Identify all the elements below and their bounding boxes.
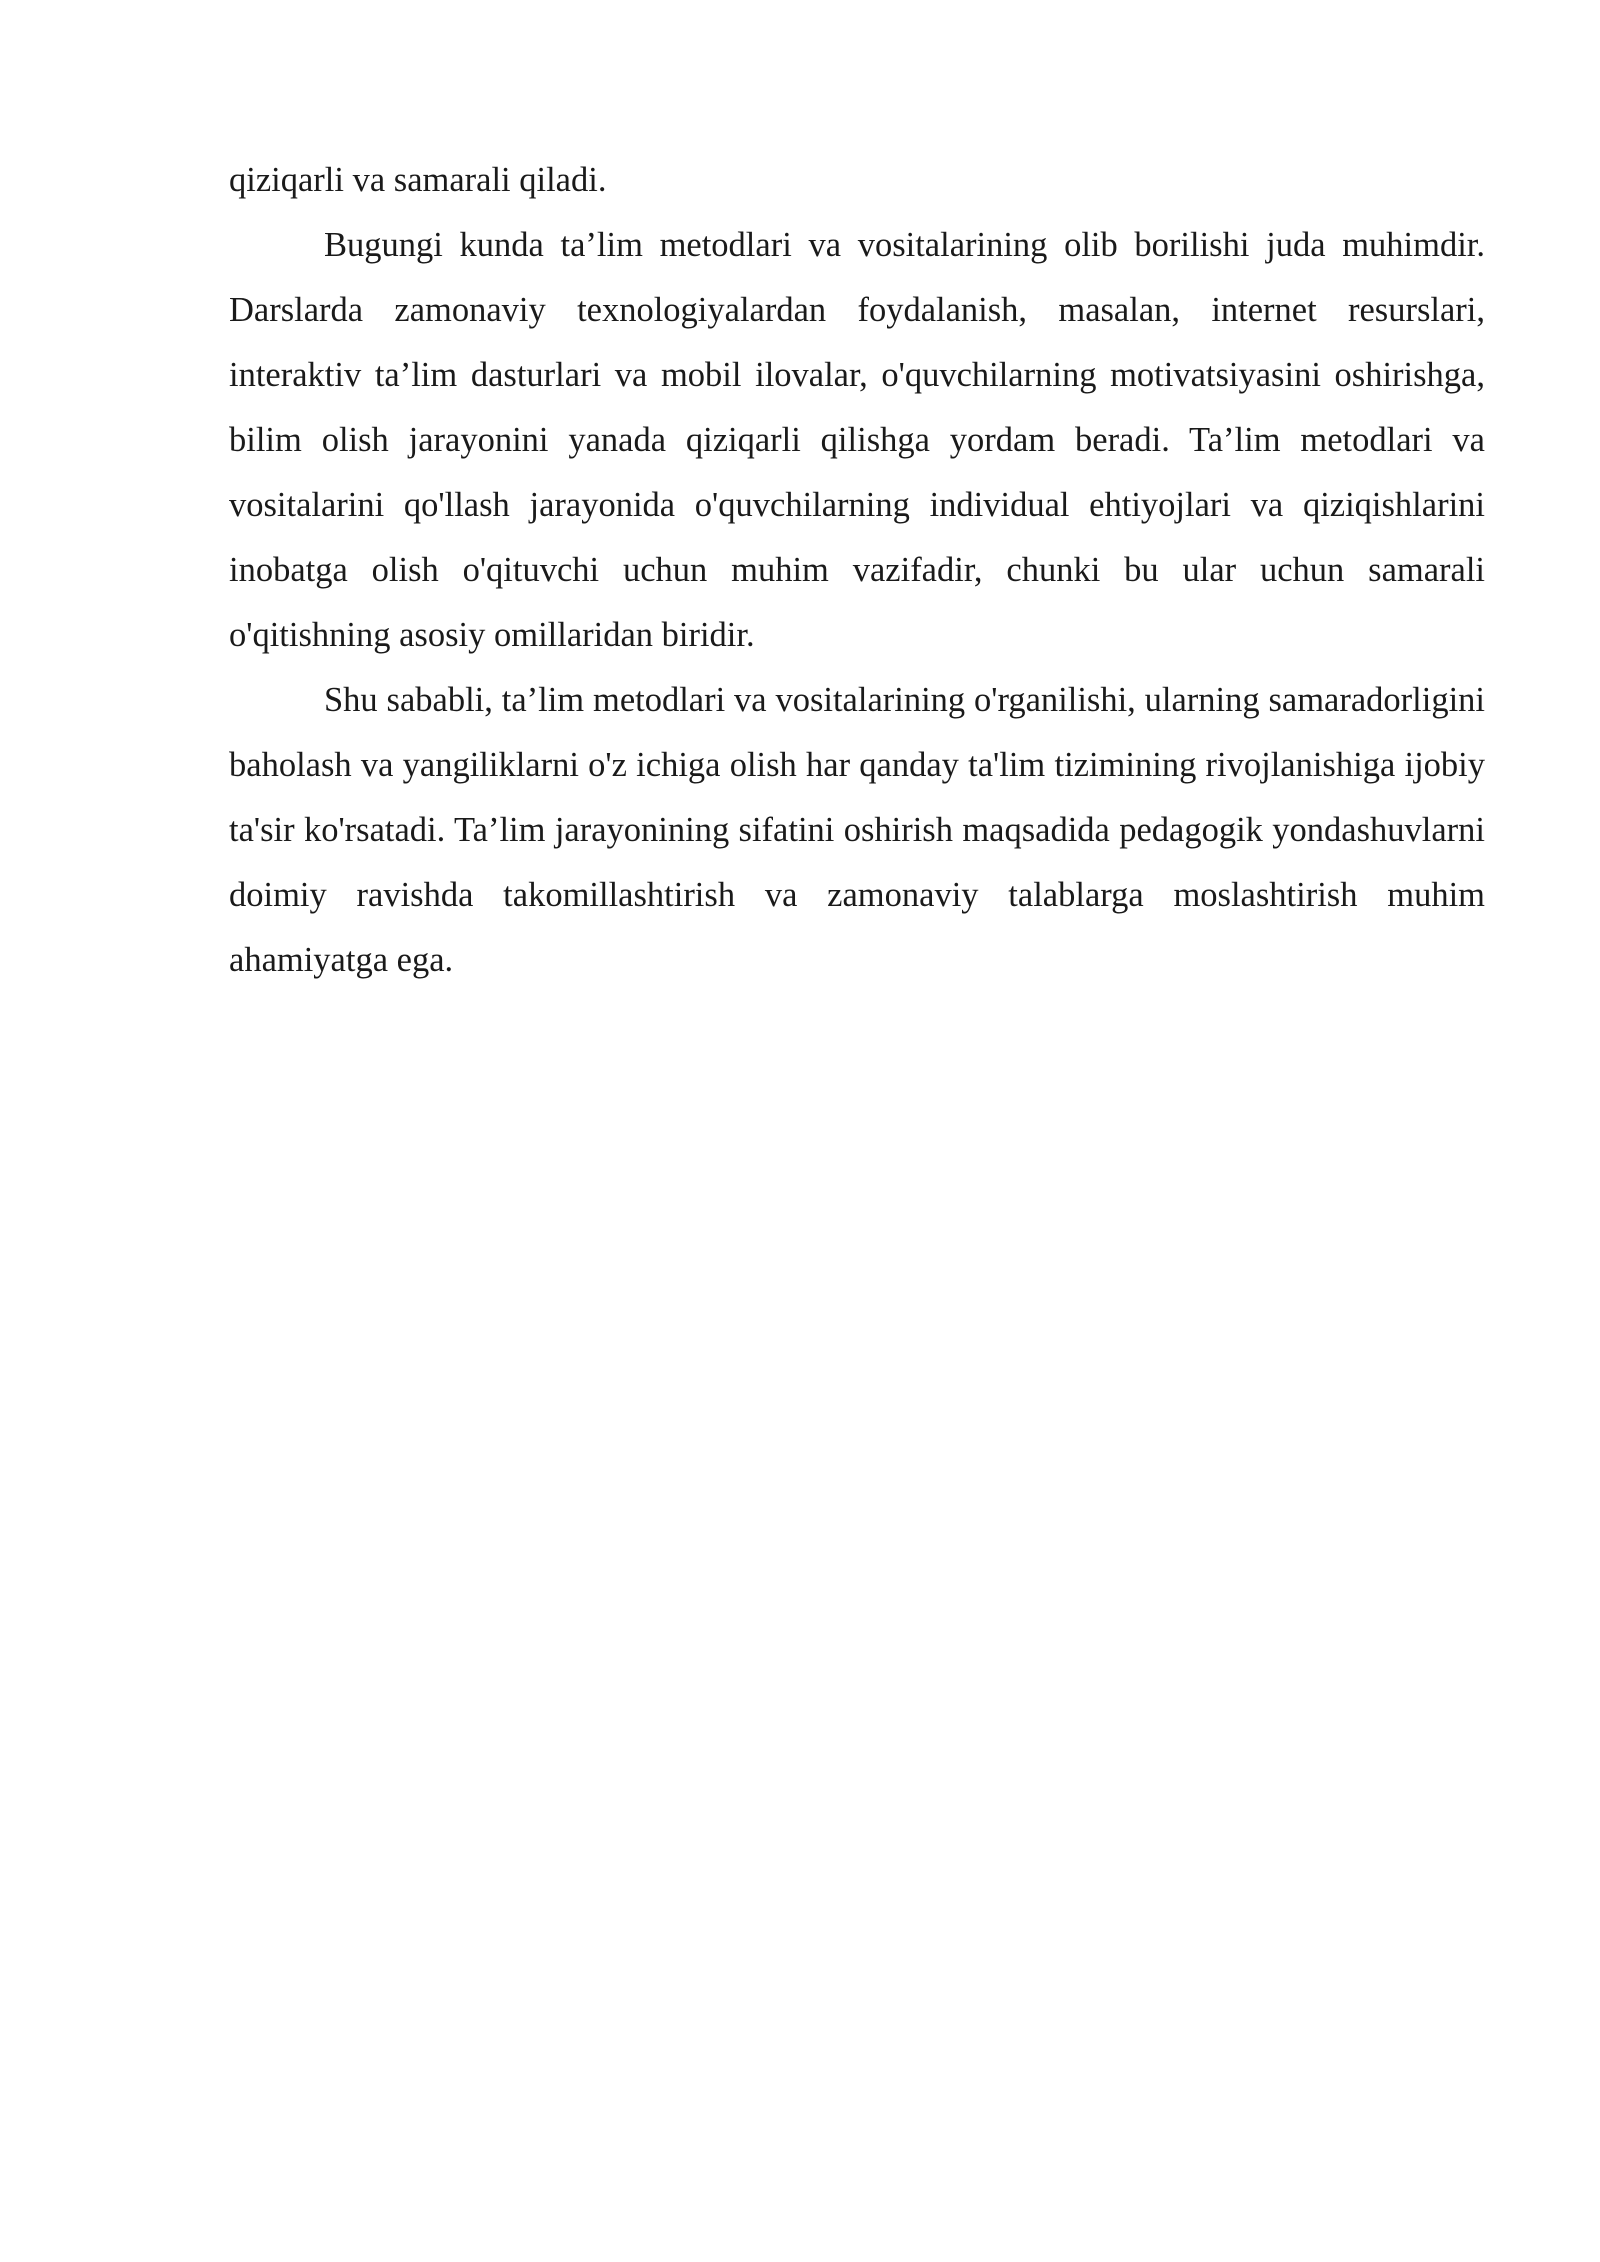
paragraph-bugungi: Bugungi kunda ta’lim metodlari va vositalarining olib borilishi juda muhimdir. Darslarda zamonaviy texnologiyalardan foydalanish, masalan, internet resurslari, interaktiv ta’lim dasturlari va mobil ilovalar, o'quvchilarning motivatsiyasini oshirishga, bilim olish jarayonini yanada qiziqarli qilishga yordam beradi. Ta’lim metodlari va vositalarini qo'llash jarayonida o'quvchilarning individual ehtiyojlari va qiziqishlarini inobatga olish o'qituvchi uchun muhim vazifadir, chunki bu ular uchun samarali o'qitishning asosiy omillaridan biridir.: [229, 226, 1485, 654]
document-body: [229, 148, 1485, 993]
paragraph-shu-sababli: Shu sababli, ta’lim metodlari va vositalarining o'rganilishi, ularning samaradorligini baholash va yangiliklarni o'z ichiga olish har qanday ta'lim tizimining rivojlanishiga ijobiy ta'sir ko'rsatadi. Ta’lim jarayonining sifatini oshirish maqsadida pedagogik yondashuvlarni doimiy ravishda takomillashtirish va zamonaviy talablarga moslashtirish muhim ahamiyatga ega.: [229, 681, 1485, 979]
paragraph-continuation: qiziqarli va samarali qiladi.: [229, 161, 607, 199]
